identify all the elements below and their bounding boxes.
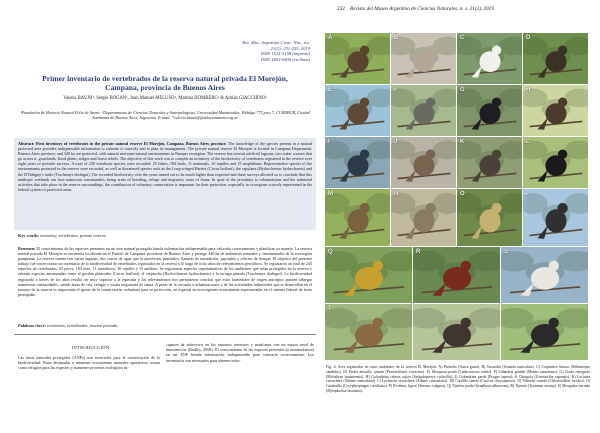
journal-reference	[190, 40, 310, 62]
bird-illustration	[501, 304, 588, 360]
figure-caption: Fig. 4. Aves registradas en otros ambientes de la reserva El Morejón. A) Pirincho (Guira guira). B) Tacuarita (Zenaida auriculata). C) Carpintero blanco (Melanerpes candidus). D) Pecho amarillo común (Pseudoleistes virescens). E) Mosqueta parda (Lathrotriccus euleri). F) Calandria grande (Mimus saturninus). G) Tordo renegrido (Molothrus bonariensis). H) Golondrina cabeza rojiza (Stelgidopteryx ruficollis). I) Golondrina parda (Progne tapera). J) Chingolo (Zonotrichia capensis). K) Lechuza vizcachera (Athene cunicularia). L) Lechucita vizcachera (Athene cunicularia). M) Cardillo canela (Cacicus chrysopterus). N) Pirincho común (Chlorostilbon lucidus). O) Cardenilla (Coryphospingus cucullatus). P) Picabuey ligero (Sturnus vulgaris). Q) Tijereta parda (Synallaxis albescens). R) Tijereta (Tyrannus savana). S) Mosqueta estriada (Myiophobus fasciatus).	[326, 365, 590, 393]
photo-label: A	[328, 35, 333, 41]
photo-label: I	[328, 139, 330, 145]
bird-photo	[325, 304, 412, 360]
photo-label: D	[526, 35, 531, 41]
keywords	[18, 233, 312, 238]
photo-label: E	[328, 87, 333, 93]
divider	[14, 334, 316, 335]
abstract-title: First inventory of vertebrates in the private natural reserve El Morejón, Campana, Buenos Aires province.	[35, 141, 227, 146]
section-heading: INTRODUCCIÓN	[71, 345, 110, 350]
bird-photo	[391, 189, 456, 246]
bird-photo	[501, 247, 588, 303]
bird-illustration	[325, 33, 390, 84]
palabras-text: inventario, vertebrados, reserva privada.	[47, 323, 118, 328]
bird-illustration	[501, 247, 588, 303]
journal-running-head: Revista del Museo Argentino de Ciencias Naturales, n. s. 21(2), 2019	[350, 6, 494, 12]
resumen	[18, 246, 312, 297]
bird-illustration	[325, 304, 412, 360]
photo-label: K	[460, 139, 465, 145]
bird-photo	[325, 85, 390, 136]
bird-illustration	[391, 189, 456, 246]
bird-photo	[457, 189, 522, 246]
abstract-label: Abstract:	[18, 141, 35, 146]
bird-illustration	[457, 189, 522, 246]
photo-label: G	[460, 87, 465, 93]
photo-label: L	[526, 139, 530, 145]
photo-label: M	[328, 191, 333, 197]
resumen-label: Resumen:	[18, 246, 36, 251]
resumen-text: El conocimiento de las especies presentes en un área natural protegida brinda información indispensable para valorarla correctamente y planificar su manejo. La reserva natural privada El Morejón se encuentra localizada en el Partido de Campana, provincia de Buenos Aires y protege 340 ha de ambientes naturales y seminaturales de la ecorregión pampeana. La reserva cuenta con varias lagunas, dos cursos de agua que la atraviesan, pastizales, llanuras de inundación, pajonales y relictos de bosque. El objetivo del presente trabajo fue confeccionar un inventario de la biodiversidad de vertebrados registrados en la reserva a lo largo de ocho años de relevamientos periódicos. Se registraron un total de 245 especies de vertebrados: 25 peces, 184 aves, 11 mamíferos, 10 reptiles y 15 anfibios. Se registraron especies representativas de los ambientes que están protegidos en la reserva y además especies amenazadas como el gavilán planeador (Circus buffoni), el carpincho (Hydrochoerus hydrochaeris) y la tortuga pintada (Trachemys dorbigni). La biodiversidad registrada a través de los años resultó ser muy superior a la esperada y los relevamientos nos permitieron concluir que estos humedales de origen antrópico pueden albergar numerosas comunidades, siendo áreas de cría, refugio y escala migratoria de fauna. A pesar de la cercanía a urbanizaciones y de las actividades industriales que se desarrollan en el entorno de la reserva es importante el aporte de la conservación voluntaria para su protección, en especial en ecorregiones escasamente representadas en el sistema federal de áreas protegidas.	[18, 246, 313, 297]
journal-ref-line: 21(2): 231-255, 2019	[270, 45, 310, 51]
bird-photo	[457, 137, 522, 188]
bird-photo	[523, 137, 588, 188]
bird-photo	[391, 137, 456, 188]
bird-photo	[391, 85, 456, 136]
bird-illustration	[413, 304, 500, 360]
bird-illustration	[523, 137, 588, 188]
bird-illustration	[391, 137, 456, 188]
photo-label: J	[394, 139, 398, 145]
journal-ref-line: ISSN 1853-0400 (en línea)	[260, 56, 310, 62]
page-header	[0, 6, 600, 16]
photo-label: T	[328, 306, 332, 312]
bird-photo	[457, 85, 522, 136]
bird-illustration	[325, 137, 390, 188]
photo-label: Q	[328, 249, 333, 255]
bird-illustration	[325, 247, 412, 303]
bird-photo	[325, 189, 390, 246]
photo-label: P	[526, 191, 531, 197]
bird-photo	[413, 304, 500, 360]
bird-illustration	[523, 189, 588, 246]
bird-photo	[325, 137, 390, 188]
bird-photo	[523, 33, 588, 84]
abstract	[18, 141, 312, 192]
authors: Valeria BAUNI¹, Sergio BOGAN¹, Juan Manuel MELUSO¹, Martina HOMBERG¹ & Adrián GIACCHINO¹	[63, 96, 267, 101]
bird-photo	[325, 33, 390, 84]
photo-label: C	[460, 35, 465, 41]
bird-photo	[325, 247, 412, 303]
bird-illustration	[523, 33, 588, 84]
bird-photo	[523, 189, 588, 246]
abstract-text: The knowledge of the species present in a natural protected area provides indispensable information to valorate it correctly and to plan its management. The private natural reserve El Morejón is located in Campana Department, Buenos Aires province, and 340 ha are protected, with natural and semi-natural environments in Pampas ecoregion. The reserve has several artificial lagoons, two water courses that go across it, grasslands, flood plains, sedges and forest reliefs. The objective of this work was to compile an inventory of the biodiversity of vertebrates registered in the reserve over eight years of periodic surveys. A total of 249 vertebrate species were recorded: 25 fishes, 184 birds, 11 mammals, 10 reptiles and 15 amphibians. Representative species of the environments protected in the reserve were recorded, as well as threatened species such as the Long-winged Harrier (Circus buffoni), the capybara (Hydrochoerus hydrochaeris) and the D'Orbigny's turtle (Trachemys dorbigni). The recorded biodiversity over the years turned out to be much higher than expected and these surveys allowed us to conclude that this antrhopic wetlands can host numerous communities, being areas of breeding, refuge and migratory route of fauna. In spite of the proximity to urbanizations and the industrial activities that take place in the reserve surroundings, the contribution of voluntary conservation is important for their protection, especially in ecoregions scarcely represented in the federal system of protected areas.	[18, 141, 312, 192]
journal-ref-line: Rev. Mus. Argentino Cienc. Nat., n.s.	[242, 40, 310, 45]
keywords-label: Key words:	[18, 233, 40, 238]
bird-illustration	[523, 85, 588, 136]
bird-illustration	[325, 85, 390, 136]
bird-illustration	[325, 189, 390, 246]
photo-label: H	[526, 87, 531, 93]
bird-illustration	[457, 137, 522, 188]
bird-photo	[457, 33, 522, 84]
bird-illustration	[391, 85, 456, 136]
photo-label: S	[504, 249, 509, 255]
bird-illustration	[457, 85, 522, 136]
photo-label: O	[460, 191, 465, 197]
photo-label: R	[416, 249, 421, 255]
bird-photo	[413, 247, 500, 303]
photo-label: B	[394, 35, 399, 41]
page-number: 232	[337, 6, 345, 12]
photo-label: N	[394, 191, 399, 197]
paper-title: Primer inventario de vertebrados de la reserva natural privada El Morejón, Campana, provincia de Buenos Aires	[42, 74, 288, 92]
body-column-1: Las áreas naturales protegidas (ANPs) son esenciales para la conservación de la biodiversidad. Estas destinadas a mantener ecosistemas naturales operativos, actuar como refugios para las especies y mantener procesos ecológicos in-	[18, 355, 160, 371]
keywords-text: inventory, vertebrates, private reserve.	[40, 233, 107, 238]
body-column-2: capaces de sobrevivir en los entornos terrestres y marítimos con un mayor nivel de intervención (Dudley, 2008). El conocimiento de las especies presentes (o nomenclatura) en un ANP brinda información indispensable para valorarla correctamente. Los inventarios son necesarios para obtener infor-	[166, 342, 314, 363]
affiliation: ¹Fundación de Historia Natural Félix de Azara - Departamento de Ciencias Naturales y Antropológicas, Universidad Maimónides, Hidalgo 775 piso 7, C1405BCK, Ciudad Autónoma de Buenos Aires, Argentina. E-mail: *valeria.bauni@fundacionazara.org.ar	[20, 110, 310, 121]
photo-label: F	[394, 87, 398, 93]
palabras-label: Palabras clave:	[18, 323, 47, 328]
photo-grid	[325, 33, 589, 361]
bird-photo	[391, 33, 456, 84]
bird-photo	[501, 304, 588, 360]
journal-ref-line: ISSN 1514-5158 (impresa)	[260, 51, 310, 57]
palabras-clave	[18, 323, 312, 328]
bird-photo	[523, 85, 588, 136]
bird-illustration	[391, 33, 456, 84]
bird-illustration	[413, 247, 500, 303]
bird-illustration	[457, 33, 522, 84]
